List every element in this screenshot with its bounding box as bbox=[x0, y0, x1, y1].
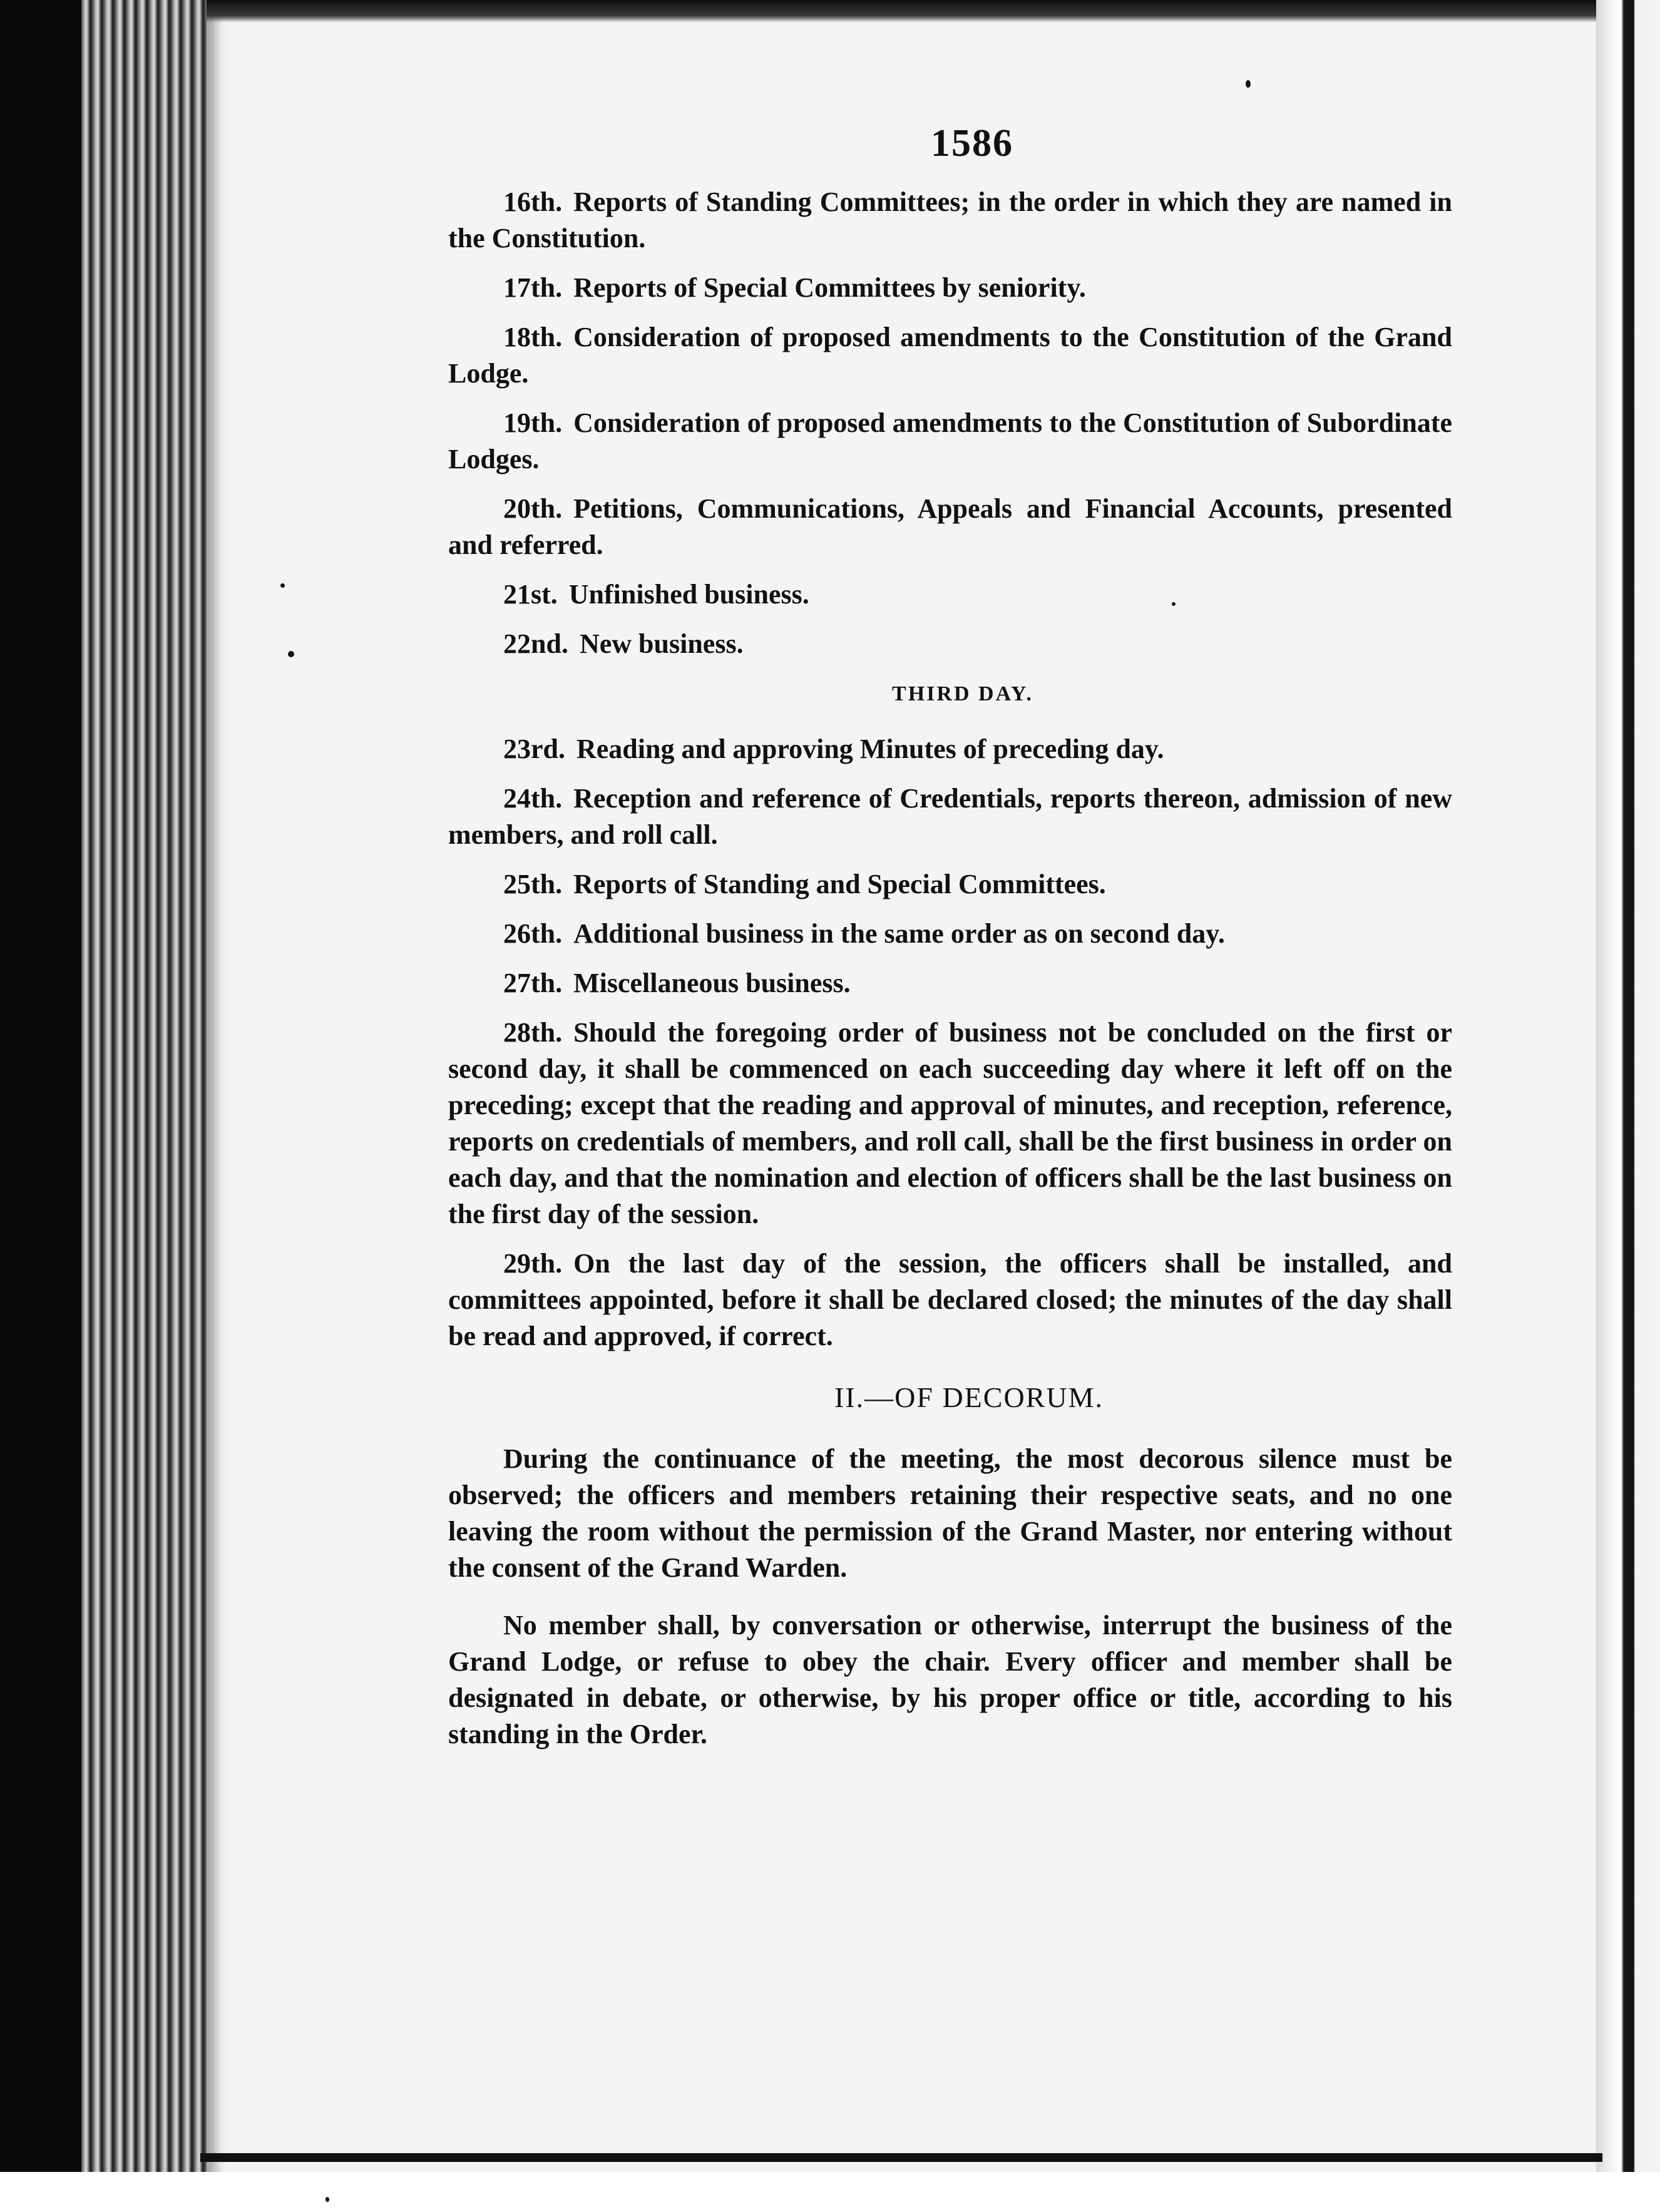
ink-speck bbox=[280, 583, 285, 588]
rules-list-third-day bbox=[448, 731, 1452, 1354]
rule-number: 24th. bbox=[503, 783, 563, 814]
rule-text: New business. bbox=[579, 628, 744, 659]
rule-number: 26th. bbox=[503, 918, 563, 949]
rule-paragraph bbox=[448, 576, 1452, 613]
rule-text: Reports of Standing and Special Committees. bbox=[573, 869, 1106, 899]
rule-text: Petitions, Communications, Appeals and Financial Accounts, presented and referred. bbox=[448, 493, 1452, 560]
rule-number: 29th. bbox=[503, 1248, 563, 1279]
rule-number: 23rd. bbox=[503, 734, 565, 764]
rule-paragraph bbox=[448, 491, 1452, 563]
rule-text: Reception and reference of Credentials, reports thereon, admission of new members, and roll call. bbox=[448, 783, 1452, 850]
rule-number: 19th. bbox=[503, 407, 563, 438]
rule-number: 22nd. bbox=[503, 628, 568, 659]
rule-paragraph bbox=[448, 1246, 1452, 1354]
rule-paragraph bbox=[448, 270, 1452, 306]
rule-text: Unfinished business. bbox=[568, 579, 809, 610]
rule-number: 27th. bbox=[503, 968, 563, 998]
rule-text: On the last day of the session, the officers shall be installed, and committees appointed, before it shall be declared closed; the minutes of the day shall be read and approved, if correct. bbox=[448, 1248, 1452, 1351]
rule-number: 17th. bbox=[503, 272, 563, 303]
rule-text: Miscellaneous business. bbox=[573, 968, 851, 998]
decorum-paragraph: No member shall, by conversation or otherwise, interrupt the business of the Grand Lodge, or refuse to obey the chair. Every officer and member shall be designated in debate, or otherwise, by his proper office or title, according to his standing in the Order. bbox=[448, 1610, 1452, 1749]
scan-shadow-bottom bbox=[200, 2153, 1602, 2162]
rule-text: Consideration of proposed amendments to the Constitution of Subordinate Lodges. bbox=[448, 407, 1452, 474]
ink-speck bbox=[288, 651, 294, 657]
rule-number: 20th. bbox=[503, 493, 563, 524]
rule-text: Additional business in the same order as on second day. bbox=[573, 918, 1225, 949]
page-text bbox=[448, 122, 1452, 1774]
rule-paragraph bbox=[448, 731, 1452, 767]
section-heading-decorum: II.—OF DECORUM. bbox=[834, 1381, 1104, 1413]
rule-paragraph bbox=[448, 626, 1452, 662]
rule-paragraph bbox=[448, 866, 1452, 903]
rule-paragraph bbox=[448, 965, 1452, 1001]
rule-number: 28th. bbox=[503, 1017, 563, 1048]
facing-page-edge bbox=[1596, 0, 1660, 2212]
rule-number: 16th. bbox=[503, 187, 563, 217]
rule-text: Should the foregoing order of business not be concluded on the first or second day, it shall be commenced on each succeeding day where it left off on the preceding; except that the reading and approval of minutes, and reception, reference, reports on credentials of members, and roll call, shall be the first business in order on each day, and that the nomination and election of officers shall be the last business on the first day of the session. bbox=[448, 1017, 1452, 1229]
rule-text: Reading and approving Minutes of preceding day. bbox=[576, 734, 1164, 764]
ink-speck bbox=[1246, 80, 1251, 88]
rule-paragraph bbox=[448, 916, 1452, 952]
rule-paragraph bbox=[448, 319, 1452, 392]
rule-number: 21st. bbox=[503, 579, 558, 610]
ink-speck bbox=[325, 2197, 329, 2202]
rule-paragraph bbox=[448, 405, 1452, 478]
rule-text: Reports of Special Committees by seniority. bbox=[573, 272, 1086, 303]
rule-paragraph bbox=[448, 781, 1452, 853]
scan-margin-bottom bbox=[0, 2172, 1660, 2212]
rules-list-second-day bbox=[448, 184, 1452, 662]
rule-number: 25th. bbox=[503, 869, 563, 899]
decorum-section bbox=[448, 1441, 1452, 1753]
decorum-paragraph: During the continuance of the meeting, the most decorous silence must be observed; the officers and members retaining their respective seats, and no one leaving the room without the permission of the Grand Master, nor entering without the consent of the Grand Warden. bbox=[448, 1443, 1452, 1583]
page-number: 1586 bbox=[931, 122, 1013, 165]
rule-paragraph bbox=[448, 184, 1452, 257]
scan-border-left bbox=[0, 0, 81, 2212]
third-day-heading: THIRD DAY. bbox=[892, 682, 1033, 705]
rule-text: Reports of Standing Committees; in the order in which they are named in the Constitution. bbox=[448, 187, 1452, 253]
rule-text: Consideration of proposed amendments to the Constitution of the Grand Lodge. bbox=[448, 322, 1452, 389]
rule-paragraph bbox=[448, 1015, 1452, 1232]
rule-number: 18th. bbox=[503, 322, 563, 352]
scan-shadow-top bbox=[207, 0, 1596, 23]
